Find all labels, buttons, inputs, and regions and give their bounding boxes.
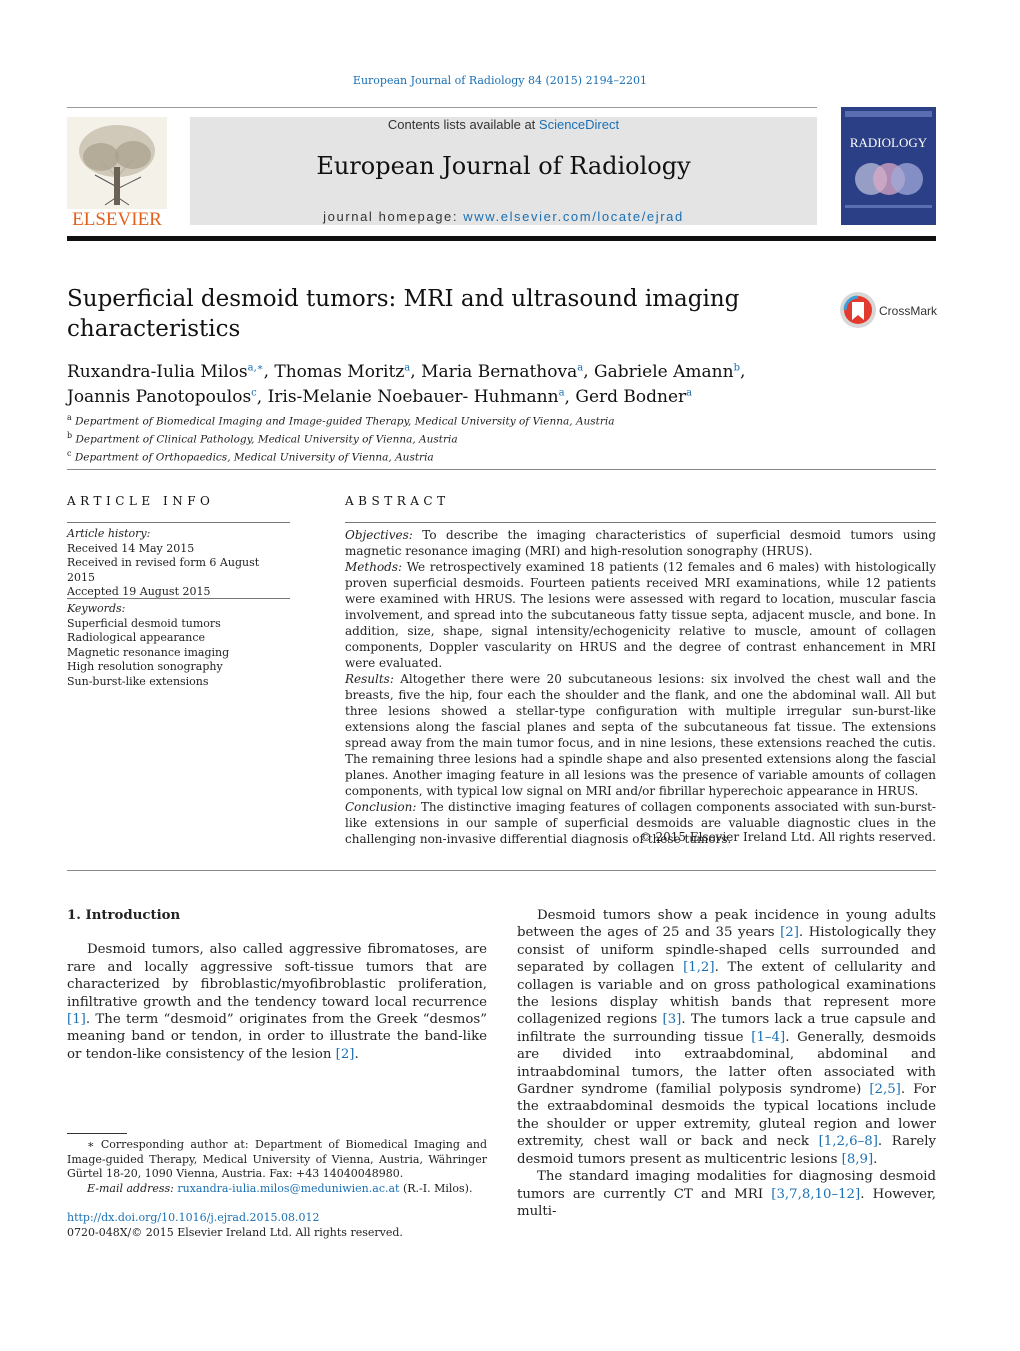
abstract-heading: ABSTRACT [345, 494, 450, 508]
affiliations [67, 411, 827, 465]
text-run: . The term “desmoid” originates from the Greek “desmos” meaning band or tendon, in order to illustrate the band-like or tendon-like consistency of the lesion [67, 1012, 487, 1062]
citation-link[interactable]: [1,2,6–8] [818, 1134, 878, 1150]
author[interactable]: Iris-Melanie Noebauer- Huhmann$^a$ [267, 387, 565, 408]
journal-cover-thumbnail[interactable] [841, 107, 936, 225]
article-history [67, 527, 290, 600]
author[interactable]: Maria Bernathova$^a$ [421, 361, 584, 382]
citation-link[interactable]: [1] [67, 1012, 86, 1028]
left-column [67, 907, 487, 1063]
affiliation: $^a$ Department of Biomedical Imaging and Image-guided Therapy, Medical University of Vienna, Austria [67, 413, 615, 428]
abstract-methods: Methods: We retrospectively examined 18 patients (12 females and 6 males) with histologically proven superficial desmoids. Fourteen patients received MRI examinations, while 12 patients were examined with HRUS. The lesions were assessed with regard to location, muscular fascia involvement, and spread into the subcutaneous fatty tissue septa, adjacent muscle, and bone. In addition, size, shape, signal intensity/echogenicity relative to muscle, amount of collagen components, Doppler vascularity on HRUS and the degree of contrast enhancement in MRI were evaluated. [345, 560, 936, 670]
citation-link[interactable]: [3] [662, 1012, 682, 1028]
text-run: . [354, 1046, 359, 1062]
author[interactable]: Gerd Bodner$^a$ [575, 387, 693, 408]
citation-link[interactable]: [8,9] [841, 1151, 874, 1167]
affiliation: $^b$ Department of Clinical Pathology, Medical University of Vienna, Austria [67, 431, 458, 446]
citation-link[interactable]: [1,2] [683, 960, 715, 976]
keyword: Superficial desmoid tumors [67, 616, 221, 630]
text-run: . For the extraabdominal desmoids the typical locations include the shoulder or upper extremity, gluteal region and lower extremity, chest wall or back and neck [517, 1082, 936, 1150]
text-run: . Rarely desmoid tumors present as multicentric lesions [517, 1134, 936, 1167]
elsevier-wordmark: ELSEVIER [72, 209, 162, 229]
abstract-rule [345, 522, 936, 523]
history-item: Received 14 May 2015 [67, 541, 195, 555]
keyword: High resolution sonography [67, 660, 223, 673]
article-title: Superficial desmoid tumors: MRI and ultrasound imaging characteristics [67, 286, 740, 342]
body-paragraph [517, 1168, 936, 1220]
crossmark-badge[interactable] [839, 290, 939, 330]
contents-prefix: Contents lists available at [387, 117, 539, 132]
abstract-copyright: © 2015 Elsevier Ireland Ltd. All rights reserved. [639, 830, 936, 844]
homepage-link[interactable]: www.elsevier.com/locate/ejrad [463, 209, 684, 224]
text-run: . The extent of cellularity and collagen is variable and on gross pathological examinations the lesions display whitish bands that represent more collagenized regions [517, 960, 936, 1028]
citation-link[interactable]: [1–4] [751, 1029, 786, 1045]
abstract-conclusion: Conclusion: The distinctive imaging features of collagen components associated with sun-burst-like extensions in our sample of superficial desmoids are valuable diagnostic clues in the challenging non-invasive differential diagnosis of these tumors. [345, 800, 936, 846]
affiliation: $^c$ Department of Orthopaedics, Medical University of Vienna, Austria [67, 449, 434, 464]
contents-line [190, 117, 817, 132]
history-label: Article history: [67, 527, 151, 540]
text-run: Desmoid tumors show a peak incidence in young adults between the ages of 25 and 35 years [517, 908, 936, 941]
intro-paragraph [67, 941, 487, 1063]
doi-link[interactable]: http://dx.doi.org/10.1016/j.ejrad.2015.08.012 [67, 1211, 320, 1224]
author[interactable]: Gabriele Amann$^b$ [594, 361, 740, 382]
journal-reference[interactable]: European Journal of Radiology 84 (2015) 2194–2201 [352, 74, 648, 87]
author-list: Ruxandra-Iulia Milos$^{a,∗}$, Thomas Moritz$^a$, Maria Bernathova$^a$, Gabriele Amann$^b$, Joannis Panotopoulos$^c$, Iris-Melanie Noebauer- Huhmann$^a$, Gerd Bodner$^a$ [67, 361, 746, 408]
abstract-objectives: Objectives: To describe the imaging characteristics of superficial desmoid tumors using magnetic resonance imaging (MRI) and high-resolution sonography (HRUS). [345, 528, 936, 558]
text-run: . However, multi- [517, 1186, 937, 1219]
text-run: . Generally, desmoids are divided into extraabdominal, abdominal and intraabdominal tumors, the latter often associated with Gardner syndrome (familial polyposis syndrome) [517, 1029, 936, 1098]
keyword: Magnetic resonance imaging [67, 645, 230, 659]
text-run: . Histologically they consist of uniform spindle-shaped cells surrounded and separated by collagen [517, 925, 936, 976]
citation-link[interactable]: [3,7,8,10–12] [771, 1186, 861, 1202]
text-run: . [873, 1151, 878, 1167]
introduction-heading: 1. Introduction [67, 908, 181, 923]
keyword: Sun-burst-like extensions [67, 674, 209, 688]
footnote-rule [67, 1133, 127, 1134]
body-rule [67, 870, 936, 871]
sciencedirect-link[interactable]: ScienceDirect [538, 117, 620, 132]
body-paragraph [517, 907, 936, 1168]
article-info-heading: ARTICLE INFO [67, 494, 215, 508]
article-info-rule [67, 522, 290, 523]
footnote-text: ∗ Corresponding author at: Department of Biomedical Imaging and Image-guided Therapy, Medical University of Vienna, Austria, Währinger Gürtel 18-20, 1090 Vienna, Austria. Fax: +43 14040048980. [67, 1138, 487, 1180]
cover-title: RADIOLOGY [849, 135, 928, 150]
section-rule [67, 469, 936, 470]
author-email-link[interactable]: ruxandra-iulia.milos@meduniwien.ac.at [177, 1181, 400, 1195]
text-run: The standard imaging modalities for diagnosing desmoid tumors are currently CT and MRI [517, 1169, 936, 1202]
keywords-rule [67, 598, 290, 599]
abstract-body [345, 527, 936, 847]
citation-link[interactable]: [2] [780, 925, 799, 941]
journal-name: European Journal of Radiology [316, 152, 691, 180]
issn-line: 0720-048X/© 2015 Elsevier Ireland Ltd. All rights reserved. [67, 1225, 403, 1239]
homepage-prefix: journal homepage: [323, 209, 464, 224]
keywords [67, 602, 290, 689]
keywords-label: Keywords: [67, 602, 126, 615]
author[interactable]: Thomas Moritz$^a$ [274, 361, 411, 382]
text-run: Desmoid tumors, also called aggressive fibromatoses, are rare and locally aggressive soft-tissue tumors that are characterized by fibroblastic/myofibroblastic proliferation, infiltrative growth and the tendency toward local recurrence [67, 942, 487, 1010]
doi-block [67, 1211, 403, 1240]
keyword: Radiological appearance [67, 631, 205, 644]
corresponding-author-footnote [67, 1138, 487, 1196]
crossmark-label: CrossMark [879, 304, 938, 318]
citation-link[interactable]: [2] [335, 1046, 355, 1062]
elsevier-logo [67, 117, 167, 229]
text-run: . The tumors lack a true capsule and infiltrate the surrounding tissue [517, 1012, 936, 1045]
author[interactable]: Ruxandra-Iulia Milos$^{a,∗}$ [67, 361, 264, 382]
homepage-line [190, 209, 817, 224]
author[interactable]: Joannis Panotopoulos$^c$ [67, 387, 257, 408]
journal-cover-icon [841, 107, 936, 225]
abstract-results: Results: Altogether there were 20 subcutaneous lesions: six involved the chest wall and the breasts, five the hip, four each the shoulder and the flank, and one the abdominal wall. All but three lesions showed a stellar-type configuration with multiple irregular sun-burst-like extensions along the fascial planes and septa of the subcutaneous fat tissue. The extensions spread away from the main tumor focus, and in nine lesions, these extensions reached the cutis. The remaining three lesions had a spindle shape and also presented extensions along the fascial planes. Another imaging feature in all lesions was the presence of variable amounts of collagen components, with typical low signal on MRI and/or fibrillar hyperechoic appearance in HRUS. [345, 672, 936, 798]
elsevier-tree-icon [67, 117, 167, 229]
history-item: Received in revised form 6 August 2015 [67, 556, 260, 584]
footnote-email-line: E-mail address: ruxandra-iulia.milos@meduniwien.ac.at (R.-I. Milos). [87, 1181, 473, 1195]
right-column [517, 907, 936, 1220]
history-item: Accepted 19 August 2015 [67, 585, 211, 598]
crossmark-icon [839, 290, 939, 330]
header-thick-rule [67, 236, 936, 241]
header-rule [67, 107, 817, 108]
citation-link[interactable]: [2,5] [869, 1082, 901, 1098]
